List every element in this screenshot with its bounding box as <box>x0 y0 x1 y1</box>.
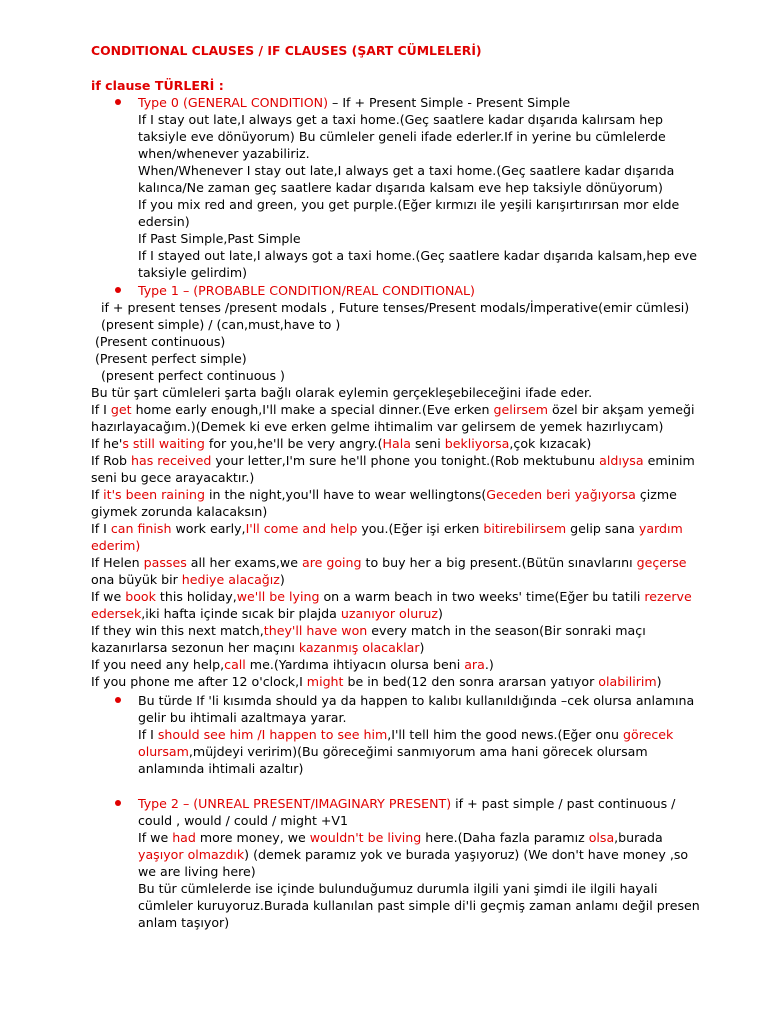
type2-heading: Type 2 – (UNREAL PRESENT/IMAGINARY PRESENT) <box>138 796 452 811</box>
example-line: ederim) <box>91 538 141 553</box>
type0-line: when/whenever yazabiliriz. <box>138 146 310 161</box>
type2-line: If we had more money, we wouldn't be living here.(Daha fazla paramız olsa,burada <box>138 830 663 845</box>
type2-line: cümleler kuruyoruz.Burada kullanılan past simple di'li geçmiş zaman anlamı değil presen <box>138 898 700 913</box>
type1-form-line: (present simple) / (can,must,have to ) <box>101 317 341 332</box>
example-line: If they win this next match,they'll have won every match in the season(Bir sonraki maçı <box>91 623 646 638</box>
type0-line: edersin) <box>138 214 190 229</box>
type1-form-line: (Present perfect simple) <box>95 351 247 366</box>
example-line: If I can finish work early,I'll come and help you.(Eğer işi erken bitirebilirsem gelip sana yardım <box>91 521 683 536</box>
note-line: olursam,müjdeyi veririm)(Bu göreceğimi sanmıyorum ama hani görecek olursam <box>138 744 648 759</box>
example-line: kazanırlarsa sezonun her maçını kazanmış olacaklar) <box>91 640 425 655</box>
example-line: seni bu gece arayacaktır.) <box>91 470 255 485</box>
type2-formula: if + past simple / past continuous / <box>451 796 676 811</box>
example-line: If it's been raining in the night,you'll have to wear wellingtons(Geceden beri yağıyorsa çizme <box>91 487 677 502</box>
type0-line: If I stayed out late,I always got a taxi home.(Geç saatlere kadar dışarıda kalsam,hep eve <box>138 248 698 263</box>
type1-explanation: Bu tür şart cümleleri şarta bağlı olarak eylemin gerçekleşebileceğini ifade eder. <box>91 385 593 400</box>
type2-formula-line: could , would / could / might +V1 <box>138 813 349 828</box>
type1-form-line: (Present continuous) <box>95 334 226 349</box>
if-clause-types-heading: if clause TÜRLERİ : <box>91 78 224 93</box>
example-line: edersek,iki hafta içinde sıcak bir plajda uzanıyor oluruz) <box>91 606 443 621</box>
example-line: If you need any help,call me.(Yardıma ihtiyacın olursa beni ara.) <box>91 657 494 672</box>
type0-line: taksiyle gelirdim) <box>138 265 248 280</box>
example-line: If he's still waiting for you,he'll be very angry.(Hala seni bekliyorsa,çok kızacak) <box>91 436 592 451</box>
example-line: If Rob has received your letter,I'm sure he'll phone you tonight.(Rob mektubunu aldıysa eminim <box>91 453 695 468</box>
type0-line: If Past Simple,Past Simple <box>138 231 301 246</box>
example-line: hazırlayacağım.)(Demek ki eve erken gelme ihtimalim var gelirsem de yemek hazırlıycam) <box>91 419 664 434</box>
type0-line: When/Whenever I stay out late,I always get a taxi home.(Geç saatlere kadar dışarıda <box>138 163 675 178</box>
example-line: giymek zorunda kalacaksın) <box>91 504 268 519</box>
type0-line: If you mix red and green, you get purple.(Eğer kırmızı ile yeşili karışırtırırsan mor elde <box>138 197 680 212</box>
type0-line: kalınca/Ne zaman geç saatlere kadar dışarıda kalsam eve hep taksiyle dönüyorum) <box>138 180 663 195</box>
example-line: If Helen passes all her exams,we are going to buy her a big present.(Bütün sınavlarını geçerse <box>91 555 687 570</box>
type2-line: we are living here) <box>138 864 256 879</box>
bullet-icon <box>115 99 121 105</box>
type2-heading-line <box>138 795 675 812</box>
bullet-icon <box>115 697 121 703</box>
type1-form-line: (present perfect continuous ) <box>101 368 285 383</box>
type1-form-line: if + present tenses /present modals , Future tenses/Present modals/İmperative(emir cümlesi) <box>101 300 690 315</box>
bullet-icon <box>115 800 121 806</box>
example-line: If I get home early enough,I'll make a special dinner.(Eve erken gelirsem özel bir akşam yemeği <box>91 402 695 417</box>
type2-line: Bu tür cümlelerde ise içinde bulunduğumuz durumla ilgili yani şimdi ile ilgili hayali <box>138 881 658 896</box>
type0-formula: – If + Present Simple - Present Simple <box>332 95 571 110</box>
note-line: anlamında ihtimali azaltır) <box>138 761 304 776</box>
type2-line: yaşıyor olmazdık) (demek paramız yok ve burada yaşıyoruz) (We don't have money ,so <box>138 847 689 862</box>
type1-heading: Type 1 – (PROBABLE CONDITION/REAL CONDITIONAL) <box>138 283 475 298</box>
bullet-icon <box>115 287 121 293</box>
type0-line: taksiyle eve dönüyorum) Bu cümleler geneli ifade ederler.If in yerine bu cümlelerde <box>138 129 666 144</box>
note-line: Bu türde If 'li kısımda should ya da happen to kalıbı kullanıldığında –cek olursa anlamına <box>138 693 695 708</box>
page-title: CONDITIONAL CLAUSES / IF CLAUSES (ŞART CÜMLELERİ) <box>91 43 482 58</box>
example-line: If we book this holiday,we'll be lying on a warm beach in two weeks' time(Eğer bu tatili rezerve <box>91 589 692 604</box>
type0-heading-line <box>138 94 570 111</box>
example-line: If you phone me after 12 o'clock,I might be in bed(12 den sonra ararsan yatıyor olabilirim) <box>91 674 662 689</box>
type0-heading: Type 0 (GENERAL CONDITION) <box>138 95 329 110</box>
type0-line: If I stay out late,I always get a taxi home.(Geç saatlere kadar dışarıda kalırsam hep <box>138 112 664 127</box>
type2-line: anlam taşıyor) <box>138 915 230 930</box>
example-line: ona büyük bir hediye alacağız) <box>91 572 285 587</box>
note-line: gelir bu ihtimali azaltmaya yarar. <box>138 710 347 725</box>
note-line: If I should see him /I happen to see him,I'll tell him the good news.(Eğer onu görecek <box>138 727 674 742</box>
